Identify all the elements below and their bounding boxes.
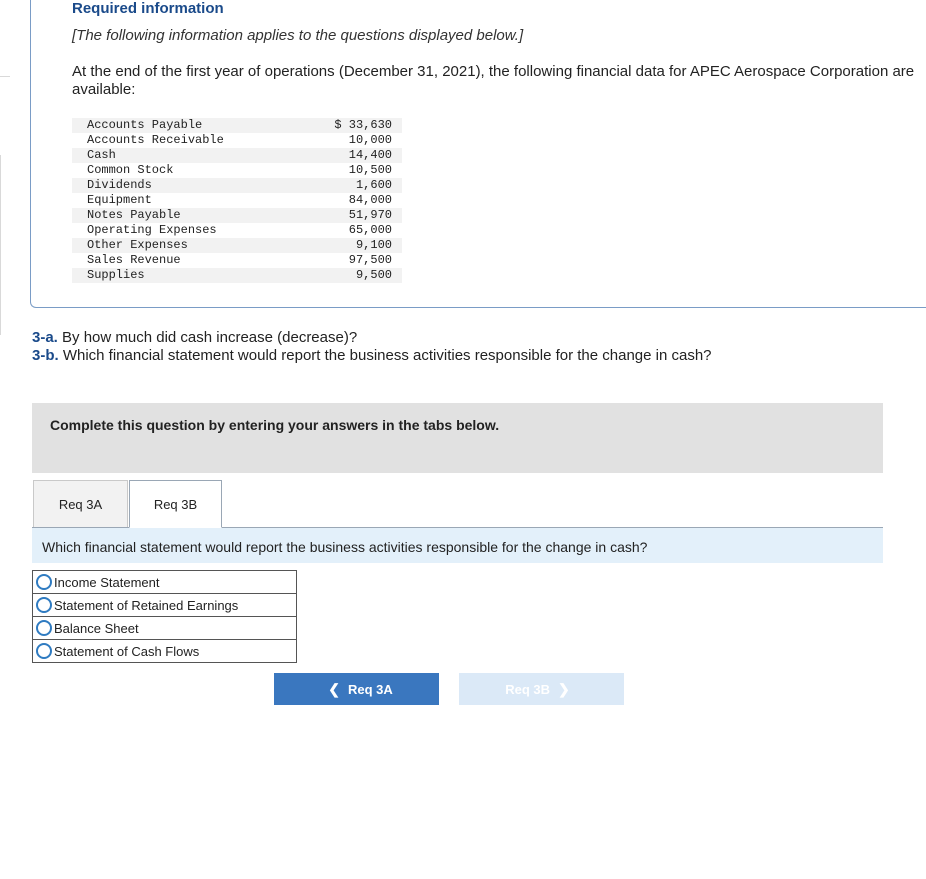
account-amount: $ 33,630	[300, 118, 402, 133]
intro-paragraph: At the end of the first year of operations (December 31, 2021), the following financial data for APEC Aerospace Corporation are available:	[72, 63, 915, 98]
account-name: Common Stock	[87, 163, 174, 177]
table-row	[72, 253, 402, 268]
tab-label: Req 3B	[153, 496, 198, 512]
tab-req-3a[interactable]	[33, 480, 128, 527]
account-name: Accounts Payable	[72, 118, 300, 133]
option-label: Statement of Cash Flows	[54, 643, 200, 659]
question-3a	[32, 329, 357, 346]
table-row	[72, 208, 402, 223]
left-divider-top	[0, 76, 10, 77]
question-3a-label: 3-a.	[32, 329, 58, 346]
question-3b	[32, 347, 712, 364]
radio-icon[interactable]	[36, 574, 52, 590]
radio-icon[interactable]	[36, 643, 52, 659]
prev-req-3a-button[interactable]	[274, 673, 439, 705]
answer-options	[32, 570, 297, 663]
account-amount: 9,100	[300, 238, 402, 253]
question-3a-text: By how much did cash increase (decrease)?	[62, 329, 358, 346]
chevron-left-icon: ❮	[328, 680, 340, 697]
account-amount: 65,000	[348, 223, 392, 237]
option-statement-of-cash-flows[interactable]	[32, 640, 297, 663]
required-info-title: Required information	[72, 0, 224, 17]
radio-icon[interactable]	[36, 620, 52, 636]
account-name: Other Expenses	[72, 238, 300, 253]
account-amount: 9,500	[300, 268, 402, 283]
account-amount: 10,500	[348, 163, 392, 177]
prev-button-label: Req 3A	[347, 681, 393, 697]
option-label: Statement of Retained Earnings	[54, 597, 239, 613]
required-info-note: [The following information applies to the questions displayed below.]	[72, 27, 524, 44]
account-name: Equipment	[87, 193, 152, 207]
left-divider-vertical	[0, 155, 1, 335]
table-row	[72, 133, 402, 148]
option-balance-sheet[interactable]	[32, 617, 297, 640]
financial-data-table	[72, 118, 402, 283]
option-label: Income Statement	[54, 574, 160, 590]
tab-label: Req 3A	[58, 496, 103, 512]
account-name: Notes Payable	[72, 208, 300, 223]
table-row	[72, 178, 402, 193]
radio-icon[interactable]	[36, 597, 52, 613]
instructions-text: Complete this question by entering your answers in the tabs below.	[50, 417, 500, 433]
chevron-right-icon: ❯	[558, 680, 570, 697]
question-3b-text: Which financial statement would report the business activities responsible for the change in cash?	[62, 347, 712, 364]
account-amount: 1,600	[300, 178, 402, 193]
account-amount: 14,400	[300, 148, 402, 163]
instructions-panel	[32, 403, 883, 473]
table-row	[72, 223, 402, 238]
account-amount: 84,000	[348, 193, 392, 207]
account-name: Supplies	[72, 268, 300, 283]
next-button-label: Req 3B	[505, 681, 551, 697]
account-name: Dividends	[72, 178, 300, 193]
table-row	[72, 238, 402, 253]
question-3b-label: 3-b.	[32, 347, 59, 364]
table-row	[72, 118, 402, 133]
account-name: Cash	[72, 148, 300, 163]
table-row	[72, 148, 402, 163]
option-income-statement[interactable]	[32, 570, 297, 594]
table-row	[72, 193, 402, 208]
account-name: Operating Expenses	[87, 223, 217, 237]
account-name: Accounts Receivable	[87, 133, 224, 147]
option-statement-of-retained-earnings[interactable]	[32, 594, 297, 617]
active-question-bar	[32, 528, 883, 563]
table-row	[72, 163, 402, 178]
active-question-text: Which financial statement would report the business activities responsible for the change in cash?	[42, 539, 648, 555]
next-req-3b-button[interactable]	[459, 673, 624, 705]
account-amount: 10,000	[348, 133, 392, 147]
account-amount: 51,970	[300, 208, 402, 223]
option-label: Balance Sheet	[54, 620, 139, 636]
account-amount: 97,500	[348, 253, 392, 267]
account-name: Sales Revenue	[87, 253, 181, 267]
table-row	[72, 268, 402, 283]
tab-req-3b[interactable]	[129, 480, 222, 528]
